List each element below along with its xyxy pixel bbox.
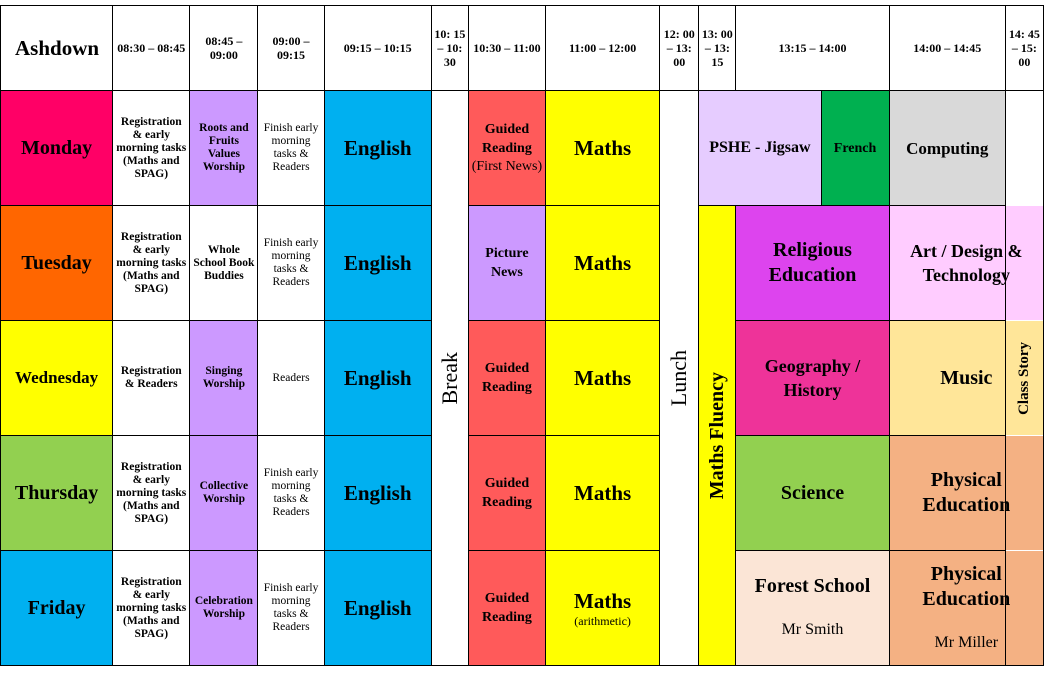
english-cell: English	[324, 551, 431, 666]
thursday-row	[1, 436, 1044, 551]
worship-cell: Collective Worship	[190, 436, 258, 551]
maths-cell: Maths	[546, 206, 660, 321]
lunch-cell	[660, 91, 699, 666]
guided-reading-cell: Guided Reading	[468, 321, 545, 436]
science-cell: Science	[736, 436, 889, 551]
physical-education-cell	[889, 551, 1043, 666]
break-label: Break	[436, 351, 462, 405]
guided-reading-cell: Guided Reading	[468, 551, 545, 666]
maths-cell: Maths	[546, 321, 660, 436]
time-header: 14: 45 – 15: 00	[1005, 6, 1043, 91]
picture-news-cell: Picture News	[468, 206, 545, 321]
break-cell	[431, 91, 468, 666]
geography-history-cell: Geography / History	[736, 321, 889, 436]
registration-cell: Registration & early morning tasks (Maths and SPAG)	[113, 436, 190, 551]
music-cell: Music	[889, 321, 1043, 436]
maths-cell	[546, 551, 660, 666]
tuesday-row	[1, 206, 1044, 321]
time-header: 11:00 – 12:00	[546, 6, 660, 91]
time-header: 09:00 – 09:15	[258, 6, 324, 91]
religious-education-cell: Religious Education	[736, 206, 889, 321]
maths-cell: Maths	[546, 436, 660, 551]
monday-row	[1, 91, 1044, 206]
worship-cell: Roots and Fruits Values Worship	[190, 91, 258, 206]
wednesday-row	[1, 321, 1044, 436]
guided-reading-label: Guided Reading	[482, 122, 532, 156]
time-header: 13: 00 – 13: 15	[699, 6, 736, 91]
physical-education-label: Physical Education	[922, 562, 1011, 610]
book-buddies-cell: Whole School Book Buddies	[190, 206, 258, 321]
french-cell: French	[821, 91, 889, 206]
maths-note: (arithmetic)	[574, 613, 631, 628]
readers-cell: Finish early morning tasks & Readers	[258, 91, 324, 206]
maths-label: Maths	[574, 588, 632, 613]
guided-reading-cell	[468, 91, 545, 206]
readers-cell: Finish early morning tasks & Readers	[258, 551, 324, 666]
registration-cell: Registration & early morning tasks (Maths and SPAG)	[113, 551, 190, 666]
maths-fluency-cell	[699, 206, 736, 666]
teacher-name: Mr Smith	[781, 621, 844, 638]
maths-cell: Maths	[546, 91, 660, 206]
art-design-technology-cell: Art / Design & Technology	[889, 206, 1043, 321]
day-label: Thursday	[1, 436, 113, 551]
time-header: 13:15 – 14:00	[736, 6, 889, 91]
time-header: 08:30 – 08:45	[113, 6, 190, 91]
readers-cell: Readers	[258, 321, 324, 436]
english-cell: English	[324, 91, 431, 206]
worship-cell: Singing Worship	[190, 321, 258, 436]
teacher-name: Mr Miller	[934, 633, 999, 651]
school-name: Ashdown	[1, 6, 113, 91]
english-cell: English	[324, 206, 431, 321]
registration-cell: Registration & early morning tasks (Maths and SPAG)	[113, 91, 190, 206]
physical-education-cell: Physical Education	[889, 436, 1043, 551]
time-header: 14:00 – 14:45	[889, 6, 1005, 91]
readers-cell: Finish early morning tasks & Readers	[258, 436, 324, 551]
class-story-label: Class Story	[1015, 341, 1032, 415]
time-header: 09:15 – 10:15	[324, 6, 431, 91]
guided-reading-note: (First News)	[471, 159, 543, 174]
computing-cell: Computing	[889, 91, 1005, 206]
english-cell: English	[324, 436, 431, 551]
maths-fluency-label: Maths Fluency	[705, 371, 728, 500]
friday-row	[1, 551, 1044, 666]
day-label: Tuesday	[1, 206, 113, 321]
day-label: Wednesday	[1, 321, 113, 436]
pshe-cell: PSHE - Jigsaw	[699, 91, 821, 206]
day-label: Monday	[1, 91, 113, 206]
day-label: Friday	[1, 551, 113, 666]
readers-cell: Finish early morning tasks & Readers	[258, 206, 324, 321]
registration-cell: Registration & early morning tasks (Maths and SPAG)	[113, 206, 190, 321]
worship-cell: Celebration Worship	[190, 551, 258, 666]
guided-reading-cell: Guided Reading	[468, 436, 545, 551]
time-header: 10: 15 – 10: 30	[431, 6, 468, 91]
registration-cell: Registration & Readers	[113, 321, 190, 436]
english-cell: English	[324, 321, 431, 436]
time-header: 10:30 – 11:00	[468, 6, 545, 91]
timetable	[0, 5, 1044, 666]
lunch-label: Lunch	[666, 349, 692, 407]
time-header: 08:45 – 09:00	[190, 6, 258, 91]
forest-school-cell	[736, 551, 889, 666]
header-row	[1, 6, 1044, 91]
time-header: 12: 00 – 13: 00	[660, 6, 699, 91]
forest-school-label: Forest School	[754, 575, 871, 597]
